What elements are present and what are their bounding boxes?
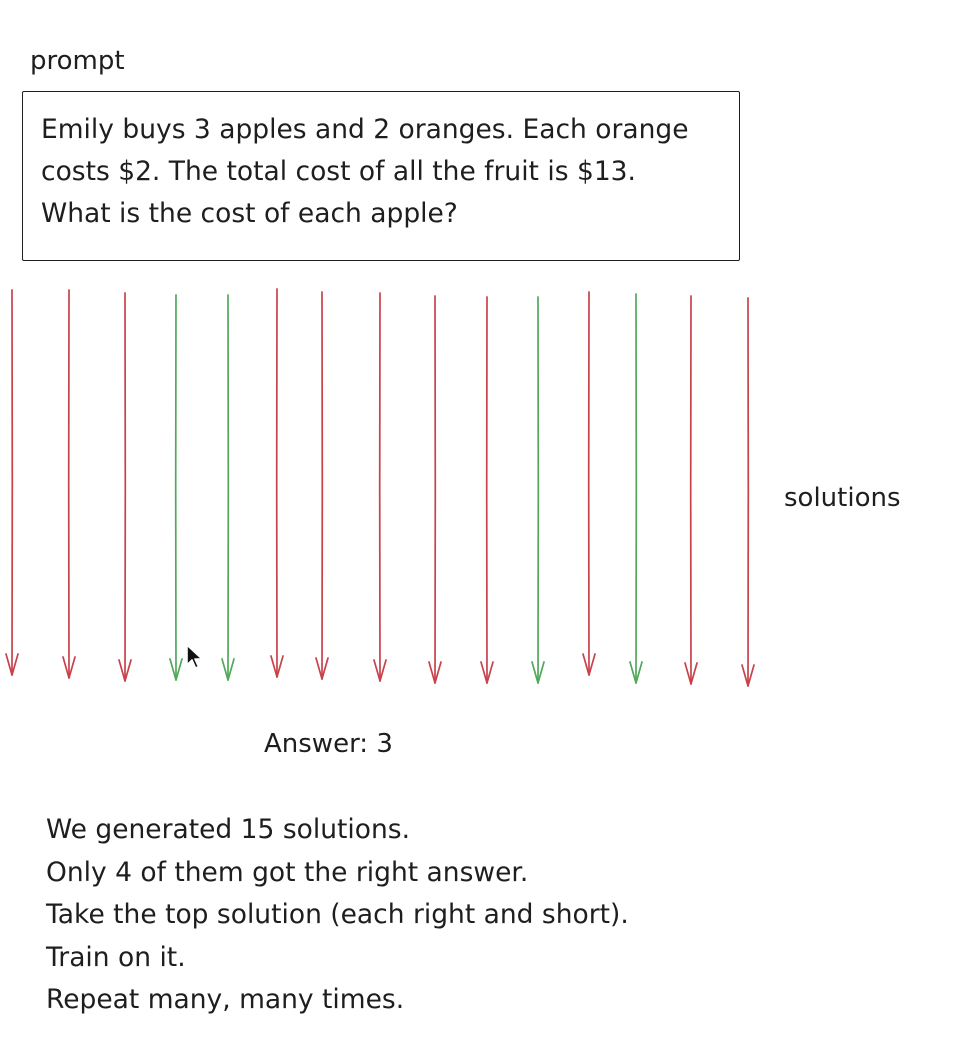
incorrect-solution-arrow: [271, 289, 283, 677]
prompt-line: Emily buys 3 apples and 2 oranges. Each orange: [41, 114, 689, 145]
incorrect-solution-arrow: [63, 290, 75, 678]
solutions-label: solutions: [784, 483, 901, 513]
note-line: Only 4 of them got the right answer.: [46, 856, 529, 888]
prompt-label: prompt: [30, 46, 125, 76]
correct-solution-arrow: [170, 295, 182, 680]
correct-solution-arrow: [222, 295, 234, 680]
solution-arrows: [0, 280, 780, 700]
incorrect-solution-arrow: [6, 290, 18, 675]
incorrect-solution-arrow: [685, 296, 697, 684]
note-line: Train on it.: [46, 941, 186, 973]
incorrect-solution-arrow: [583, 292, 595, 675]
incorrect-solution-arrow: [481, 297, 493, 683]
note-line: Repeat many, many times.: [46, 984, 405, 1015]
incorrect-solution-arrow: [316, 292, 328, 679]
note-line: Take the top solution (each right and short).: [46, 899, 629, 930]
incorrect-solution-arrow: [429, 296, 441, 683]
correct-solution-arrow: [532, 297, 544, 683]
note-line: We generated 15 solutions.: [46, 814, 410, 845]
prompt-line: What is the cost of each apple?: [41, 198, 458, 229]
incorrect-solution-arrow: [119, 293, 131, 681]
prompt-line: costs $2. The total cost of all the fruit is $13.: [41, 156, 636, 187]
mouse-pointer-icon: [185, 643, 207, 673]
correct-solution-arrow: [630, 294, 642, 683]
notes: [46, 809, 629, 1022]
incorrect-solution-arrow: [374, 293, 386, 681]
answer-label: Answer: 3: [264, 729, 393, 759]
incorrect-solution-arrow: [742, 298, 754, 686]
prompt-text: [41, 109, 741, 235]
